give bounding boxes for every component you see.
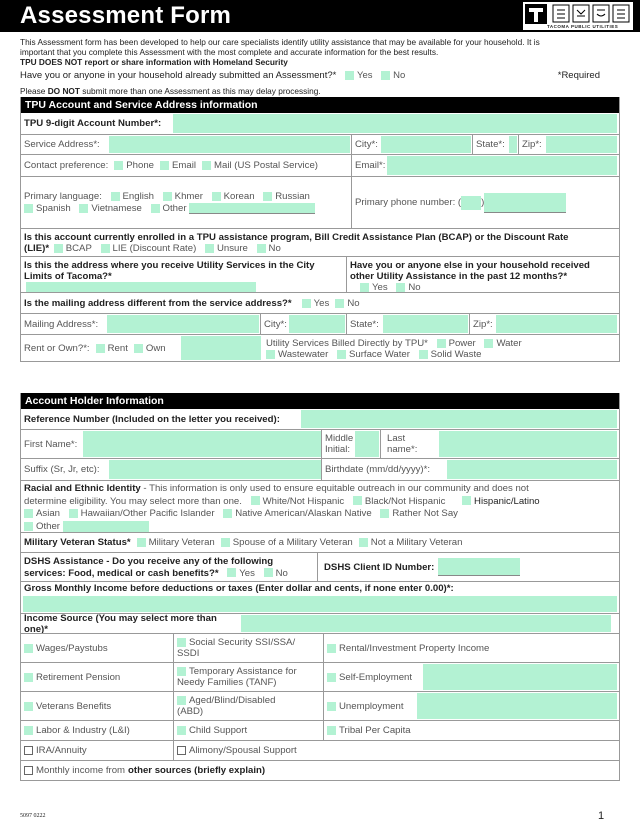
reference-row — [21, 409, 619, 429]
gross-income-row — [21, 581, 619, 613]
income-row-4 — [21, 720, 619, 740]
language-row — [21, 176, 619, 228]
unsure-label: Unsure — [216, 243, 248, 254]
receive-input[interactable] — [26, 282, 256, 292]
dshs-row — [21, 552, 619, 581]
assist-no-checkbox[interactable] — [396, 283, 405, 292]
mailing-zip-input[interactable] — [496, 315, 617, 333]
alimony-checkbox[interactable] — [177, 746, 186, 755]
not-vet-checkbox[interactable] — [359, 538, 368, 547]
self-employment-input[interactable] — [423, 664, 617, 690]
rather-checkbox[interactable] — [380, 509, 389, 518]
service-address-row — [21, 134, 619, 154]
mailing-state-input[interactable] — [383, 315, 468, 333]
income-row-3 — [21, 691, 619, 720]
mil-vet-label: Military Veteran — [148, 537, 215, 548]
email-field-label: Email*: — [351, 155, 387, 176]
english-label: English — [122, 191, 154, 202]
account-holder-section — [20, 393, 620, 781]
unemployment-checkbox[interactable] — [327, 702, 336, 711]
section-title: TPU Account and Service Address information — [21, 97, 619, 113]
dshs-question: services: Food, medical or cash benefits?* — [24, 567, 219, 579]
no-checkbox[interactable] — [381, 71, 390, 80]
middle-label: Middle — [325, 433, 354, 444]
account-row — [21, 113, 619, 134]
city-input[interactable] — [381, 136, 471, 153]
hawaiian-label: Hawaiian/Other Pacific Islander — [80, 508, 215, 519]
ira-checkbox[interactable] — [24, 746, 33, 755]
logo-text: TACOMA PUBLIC UTILITIES — [547, 24, 619, 29]
rent-own-input[interactable] — [181, 336, 261, 360]
no-label: No — [408, 282, 421, 292]
ssi-checkbox[interactable] — [177, 638, 186, 647]
unsure-checkbox[interactable] — [205, 244, 214, 253]
water-checkbox[interactable] — [484, 339, 493, 348]
required-note: *Required — [557, 70, 600, 81]
spouse-checkbox[interactable] — [221, 538, 230, 547]
asian-checkbox[interactable] — [24, 509, 33, 518]
lie-checkbox[interactable] — [101, 244, 110, 253]
zip-label: Zip*: — [469, 314, 497, 334]
ssi-label: SSDI — [177, 648, 200, 659]
billed-label: Utility Services Billed Directly by TPU* — [266, 338, 428, 349]
primary-phone-group: Primary phone number: ( ) — [351, 177, 619, 228]
white-checkbox[interactable] — [251, 496, 260, 505]
yes-label: Yes — [356, 70, 373, 81]
veterans-checkbox[interactable] — [24, 702, 33, 711]
racial-row — [21, 480, 619, 532]
income-row-6 — [21, 760, 619, 780]
first-name-label: First Name*: — [24, 438, 78, 450]
alimony-label: Alimony/Spousal Support — [189, 745, 297, 756]
mailing-no-checkbox[interactable] — [335, 299, 344, 308]
tanf-label: Needy Families (TANF) — [177, 677, 277, 688]
tpu-account-section — [20, 97, 620, 362]
dshs-no-checkbox[interactable] — [264, 568, 273, 577]
khmer-checkbox[interactable] — [163, 192, 172, 201]
other-income-bold: other sources (briefly explain) — [128, 765, 266, 776]
native-checkbox[interactable] — [223, 509, 232, 518]
self-employment-label: Self-Employment — [339, 671, 413, 683]
city-label: City*: — [260, 314, 292, 334]
note-bold: DO NOT — [47, 86, 80, 96]
enrolled-row — [21, 228, 619, 256]
no-label: No — [347, 297, 360, 309]
ssi-label: Social Security SSI/SSA/ — [189, 637, 296, 648]
wastewater-checkbox[interactable] — [266, 350, 275, 359]
primary-phone-label: Primary phone number: ( — [355, 197, 462, 208]
ira-label: IRA/Annuity — [36, 745, 87, 756]
own-checkbox[interactable] — [134, 344, 143, 353]
dshs-id-label: DSHS Client ID Number: — [324, 561, 435, 573]
other-label: Other — [36, 520, 60, 532]
power-checkbox[interactable] — [437, 339, 446, 348]
form-code: 5097 0222 — [20, 813, 46, 819]
name-row — [21, 429, 619, 458]
rental-label: Rental/Investment Property Income — [339, 642, 490, 654]
page-number: 1 — [598, 810, 605, 822]
power-label: Power — [448, 338, 476, 349]
last-name-input[interactable] — [439, 431, 617, 457]
account-number-input[interactable] — [173, 114, 617, 133]
contact-row — [21, 154, 619, 176]
phone-label: Phone — [126, 160, 155, 171]
rental-checkbox[interactable] — [327, 644, 336, 653]
enrolled-question: Is this account currently enrolled in a TPU assistance program, Bill Credit Assistance Plan (BCAP) or the Discount Rate — [24, 232, 569, 243]
solid-waste-label: Solid Waste — [430, 349, 482, 360]
rent-label: Rent — [107, 342, 128, 354]
service-address-label: Service Address*: — [24, 139, 100, 150]
veterans-label: Veterans Benefits — [36, 700, 112, 712]
mail-checkbox[interactable] — [202, 161, 211, 170]
black-label: Black/Not Hispanic — [364, 495, 446, 507]
rent-own-label: Rent or Own?*: — [24, 342, 90, 354]
note-text: Please — [20, 86, 48, 96]
zip-label: Zip*: — [518, 135, 546, 154]
russian-checkbox[interactable] — [263, 192, 272, 201]
reference-input[interactable] — [301, 410, 617, 428]
rent-own-row — [21, 334, 619, 361]
received-assist-question: other Utility Assistance in the past 12 months?* — [350, 271, 568, 282]
state-input[interactable] — [509, 136, 517, 153]
child-support-checkbox[interactable] — [177, 726, 186, 735]
prior-assessment-question — [20, 70, 620, 81]
other-language-input[interactable] — [189, 203, 315, 214]
solid-waste-checkbox[interactable] — [419, 350, 428, 359]
wages-checkbox[interactable] — [24, 644, 33, 653]
intro-notice: TPU DOES NOT report or share information with Homeland Security — [20, 57, 288, 67]
other-label: Other — [162, 203, 187, 215]
mil-vet-checkbox[interactable] — [137, 538, 146, 547]
vietnamese-checkbox[interactable] — [79, 204, 88, 213]
mailing-diff-row — [21, 292, 619, 313]
birthdate-label: Birthdate (mm/dd/yyyy)*: — [321, 459, 449, 480]
lie-label: LIE (Discount Rate) — [112, 243, 197, 254]
dshs-yes-checkbox[interactable] — [227, 568, 236, 577]
receive-question: Limits of Tacoma?* — [24, 271, 112, 282]
income-row-2 — [21, 662, 619, 691]
income-row-5 — [21, 740, 619, 760]
receive-question: Is this the address where you receive Utility Services in the City — [24, 260, 315, 271]
email-checkbox[interactable] — [160, 161, 169, 170]
middle-initial-input[interactable] — [355, 431, 379, 457]
black-checkbox[interactable] — [353, 496, 362, 505]
mailing-address-input[interactable] — [107, 315, 259, 333]
surface-water-checkbox[interactable] — [337, 350, 346, 359]
mail-label: Mail (US Postal Service) — [214, 160, 318, 171]
enrolled-question: (LIE)* — [24, 243, 50, 254]
suffix-label: Suffix (Sr, Jr, etc): — [24, 464, 100, 475]
other-race-input[interactable] — [63, 521, 149, 532]
language-label: Primary language: — [24, 191, 102, 202]
hawaiian-checkbox[interactable] — [69, 509, 78, 518]
city-label: City*: — [351, 135, 383, 154]
mailing-city-input[interactable] — [289, 315, 345, 333]
duplicate-note — [20, 86, 321, 96]
section-title: Account Holder Information — [21, 393, 619, 409]
state-label: State*: — [472, 135, 510, 154]
gross-income-input[interactable] — [23, 596, 617, 612]
english-checkbox[interactable] — [111, 192, 120, 201]
asian-label: Asian — [36, 508, 60, 519]
li-label: Labor & Industry (L&I) — [36, 725, 130, 736]
tpu-logo — [522, 1, 634, 31]
tanf-checkbox[interactable] — [177, 667, 186, 676]
yes-label: Yes — [372, 282, 388, 292]
income-row-1 — [21, 633, 619, 662]
dshs-question: DSHS Assistance - Do you receive any of the following — [24, 556, 274, 567]
state-label: State*: — [346, 314, 384, 334]
retirement-checkbox[interactable] — [24, 673, 33, 682]
spanish-label: Spanish — [36, 203, 71, 215]
language-group — [21, 177, 351, 228]
income-source-input[interactable] — [241, 615, 611, 632]
phone-checkbox[interactable] — [114, 161, 123, 170]
yes-checkbox[interactable] — [345, 71, 354, 80]
bcap-label: BCAP — [65, 243, 92, 254]
veteran-label: Military Veteran Status* — [24, 537, 131, 548]
unemployment-input[interactable] — [417, 693, 617, 719]
spouse-label: Spouse of a Military Veteran — [232, 537, 353, 548]
area-code-input[interactable] — [461, 196, 481, 210]
child-support-label: Child Support — [189, 725, 248, 736]
no-label: No — [268, 243, 281, 254]
email-label: Email — [172, 160, 197, 171]
last-name-label: Last name*: — [380, 430, 440, 458]
racial-text: - This information is only used to ensure equitable outreach in our community and does not — [140, 483, 529, 494]
received-assist-question: Have you or anyone else in your household received — [350, 260, 590, 271]
white-label: White/Not Hispanic — [262, 495, 345, 507]
receive-row — [21, 256, 619, 292]
other-income-label: Monthly income from — [36, 765, 126, 776]
own-label: Own — [145, 342, 166, 354]
email-input[interactable] — [387, 156, 617, 175]
income-source-row — [21, 613, 619, 633]
native-label: Native American/Alaskan Native — [235, 508, 372, 519]
question-text: Have you or anyone in your household already submitted an Assessment?* — [20, 70, 337, 81]
korean-checkbox[interactable] — [212, 192, 221, 201]
retirement-label: Retirement Pension — [36, 671, 121, 683]
veteran-row — [21, 532, 619, 552]
suffix-row — [21, 458, 619, 480]
surface-water-label: Surface Water — [348, 349, 410, 360]
not-vet-label: Not a Military Veteran — [370, 537, 463, 548]
reference-label: Reference Number (Included on the letter you received): — [24, 413, 280, 425]
intro-line: This Assessment form has been developed to help our care specialists identify utility assistance that may be available for your household. It is — [20, 37, 540, 47]
zip-input[interactable] — [546, 136, 617, 153]
vietnamese-label: Vietnamese — [91, 203, 142, 215]
note-text: submit more than one Assessment as this may delay processing. — [79, 86, 321, 96]
contact-pref-label: Contact preference: — [24, 160, 109, 171]
wastewater-label: Wastewater — [278, 349, 329, 360]
hispanic-label: Hispanic/Latino — [474, 495, 540, 507]
wages-label: Wages/Paystubs — [36, 642, 108, 654]
mailing-address-label: Mailing Address*: — [24, 318, 99, 330]
other-language-checkbox[interactable] — [151, 204, 160, 213]
other-race-checkbox[interactable] — [24, 522, 33, 531]
assist-yes-checkbox[interactable] — [360, 283, 369, 292]
rather-label: Rather Not Say — [392, 508, 458, 519]
hispanic-checkbox[interactable] — [462, 496, 471, 505]
mailing-diff-question: Is the mailing address different from the service address?* — [24, 297, 292, 309]
birthdate-input[interactable] — [447, 460, 617, 479]
tribal-label: Tribal Per Capita — [339, 725, 411, 736]
water-label: Water — [496, 338, 522, 349]
gross-income-label: Gross Monthly Income before deductions or taxes (Enter dollar and cents, if none enter 0.00)*: — [24, 583, 454, 594]
khmer-label: Khmer — [174, 191, 203, 202]
bcap-checkbox[interactable] — [54, 244, 63, 253]
intro-text — [20, 37, 620, 67]
abd-label: Aged/Blind/Disabled — [189, 695, 276, 706]
dshs-id-input[interactable] — [438, 558, 520, 576]
tanf-label: Temporary Assistance for — [189, 666, 297, 677]
racial-text: determine eligibility. You may select more than one. — [24, 495, 242, 507]
li-checkbox[interactable] — [24, 726, 33, 735]
abd-checkbox[interactable] — [177, 696, 186, 705]
korean-label: Korean — [223, 191, 255, 202]
rent-checkbox[interactable] — [96, 344, 105, 353]
income-source-label: Income Source (You may select more than one)* — [24, 614, 217, 633]
racial-label: Racial and Ethnic Identity — [24, 483, 141, 494]
mailing-yes-checkbox[interactable] — [302, 299, 311, 308]
header-bar — [0, 0, 640, 32]
intro-line: important that you complete this Assessment with the most complete and accurate information for the best results. — [20, 47, 439, 57]
russian-label: Russian — [275, 191, 310, 202]
initial-label: Initial: — [325, 444, 351, 455]
phone-number-input[interactable] — [484, 193, 566, 213]
page-title: Assessment Form — [20, 2, 232, 29]
abd-label: (ABD) — [177, 706, 204, 717]
other-income-checkbox[interactable] — [24, 766, 33, 775]
no-label: No — [275, 567, 288, 579]
mailing-address-row — [21, 313, 619, 334]
no-checkbox[interactable] — [257, 244, 266, 253]
yes-label: Yes — [239, 567, 255, 579]
yes-label: Yes — [313, 297, 330, 309]
tribal-checkbox[interactable] — [327, 726, 336, 735]
service-address-input[interactable] — [109, 136, 350, 153]
account-label: TPU 9-digit Account Number*: — [24, 118, 162, 129]
no-label: No — [393, 70, 406, 81]
spanish-checkbox[interactable] — [24, 204, 33, 213]
first-name-input[interactable] — [83, 431, 321, 457]
suffix-input[interactable] — [109, 460, 321, 479]
self-employment-checkbox[interactable] — [327, 673, 336, 682]
unemployment-label: Unemployment — [339, 700, 404, 712]
